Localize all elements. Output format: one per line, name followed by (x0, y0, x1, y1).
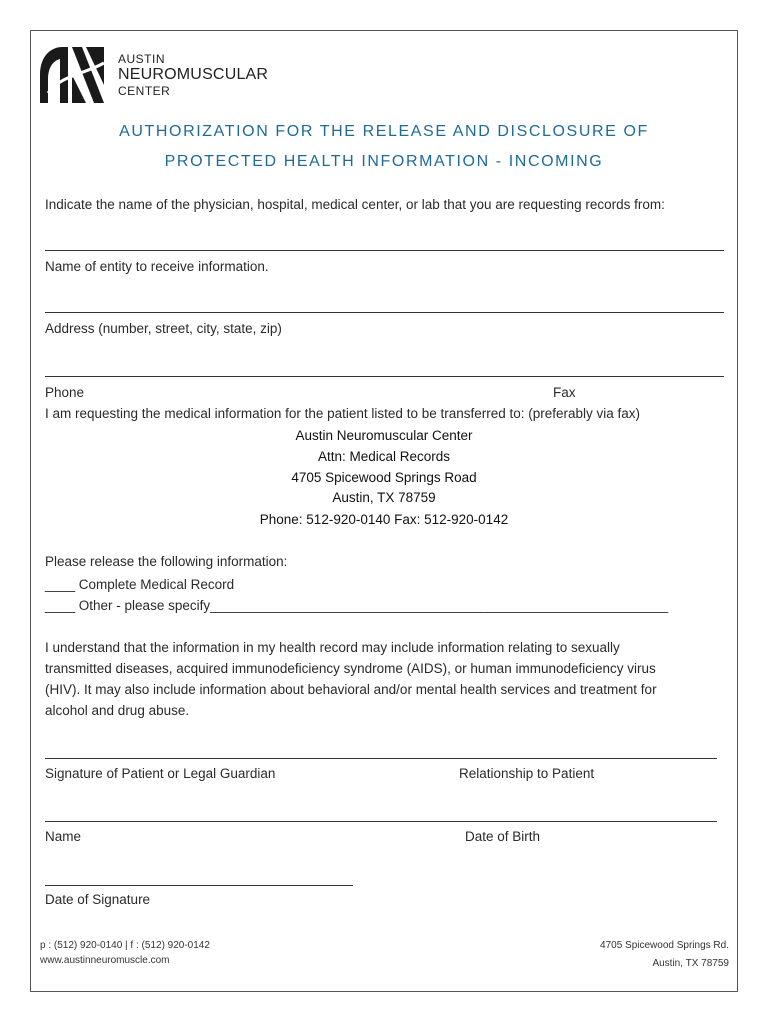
recipient-city: Austin, TX 78759 (332, 490, 436, 505)
other-option[interactable]: ____ Other - please specify_____________________________________________________________ (45, 598, 669, 613)
name-field[interactable] (45, 821, 717, 822)
address-field[interactable] (45, 376, 724, 377)
recipient-name: Austin Neuromuscular Center (295, 428, 473, 443)
logo-mark-icon (38, 45, 106, 105)
address-label: Address (number, street, city, state, zip) (45, 321, 282, 336)
form-title-line-1: AUTHORIZATION FOR THE RELEASE AND DISCLOSURE OF (119, 123, 649, 140)
signature-field[interactable] (45, 758, 717, 759)
form-page (30, 30, 738, 992)
footer-street: 4705 Spicewood Springs Rd. (600, 940, 729, 951)
form-title-line-2: PROTECTED HEALTH INFORMATION - INCOMING (164, 153, 604, 170)
date-label: Date of Signature (45, 892, 151, 907)
disclosure-line-3: (HIV). It may also include information about behavioral and/or mental health services and treatment for (45, 682, 657, 697)
logo (38, 45, 278, 105)
request-text: I am requesting the medical information for the patient listed to be transferred to: (preferably via fax) (45, 406, 641, 421)
name-label: Name (45, 829, 82, 844)
fax-label: Fax (553, 385, 576, 400)
complete-record-option[interactable]: ____ Complete Medical Record (45, 577, 235, 592)
entity-label: Name of entity to receive information. (45, 259, 269, 274)
disclosure-line-1: I understand that the information in my health record may include information relating to sexually (45, 640, 620, 655)
relationship-label: Relationship to Patient (459, 766, 595, 781)
entity-field[interactable] (45, 312, 724, 313)
logo-wordmark (118, 51, 268, 99)
dob-label: Date of Birth (465, 829, 541, 844)
footer-phone-fax: p : (512) 920-0140 | f : (512) 920-0142 (40, 940, 210, 951)
recipient-contact: Phone: 512-920-0140 Fax: 512-920-0142 (259, 512, 509, 527)
recipient-street: 4705 Spicewood Springs Road (291, 470, 477, 485)
logo-line-austin: AUSTIN (118, 52, 166, 66)
intro-text: Indicate the name of the physician, hospital, medical center, or lab that you are requesting records from: (45, 197, 665, 212)
disclosure-line-4: alcohol and drug abuse. (45, 703, 190, 718)
recipient-attn: Attn: Medical Records (317, 449, 451, 464)
phone-label: Phone (45, 385, 85, 400)
logo-line-center: CENTER (118, 84, 171, 98)
release-heading: Please release the following information: (45, 554, 288, 569)
logo-line-neuromuscular: NEUROMUSCULAR (118, 66, 269, 83)
footer-city: Austin, TX 78759 (652, 958, 729, 969)
signature-label: Signature of Patient or Legal Guardian (45, 766, 276, 781)
date-field[interactable] (45, 885, 353, 886)
footer-website[interactable]: www.austinneuromuscle.com (40, 955, 170, 966)
requesting-from-field[interactable] (45, 250, 724, 251)
disclosure-line-2: transmitted diseases, acquired immunodeficiency syndrome (AIDS), or human immunodeficiency virus (45, 661, 656, 676)
